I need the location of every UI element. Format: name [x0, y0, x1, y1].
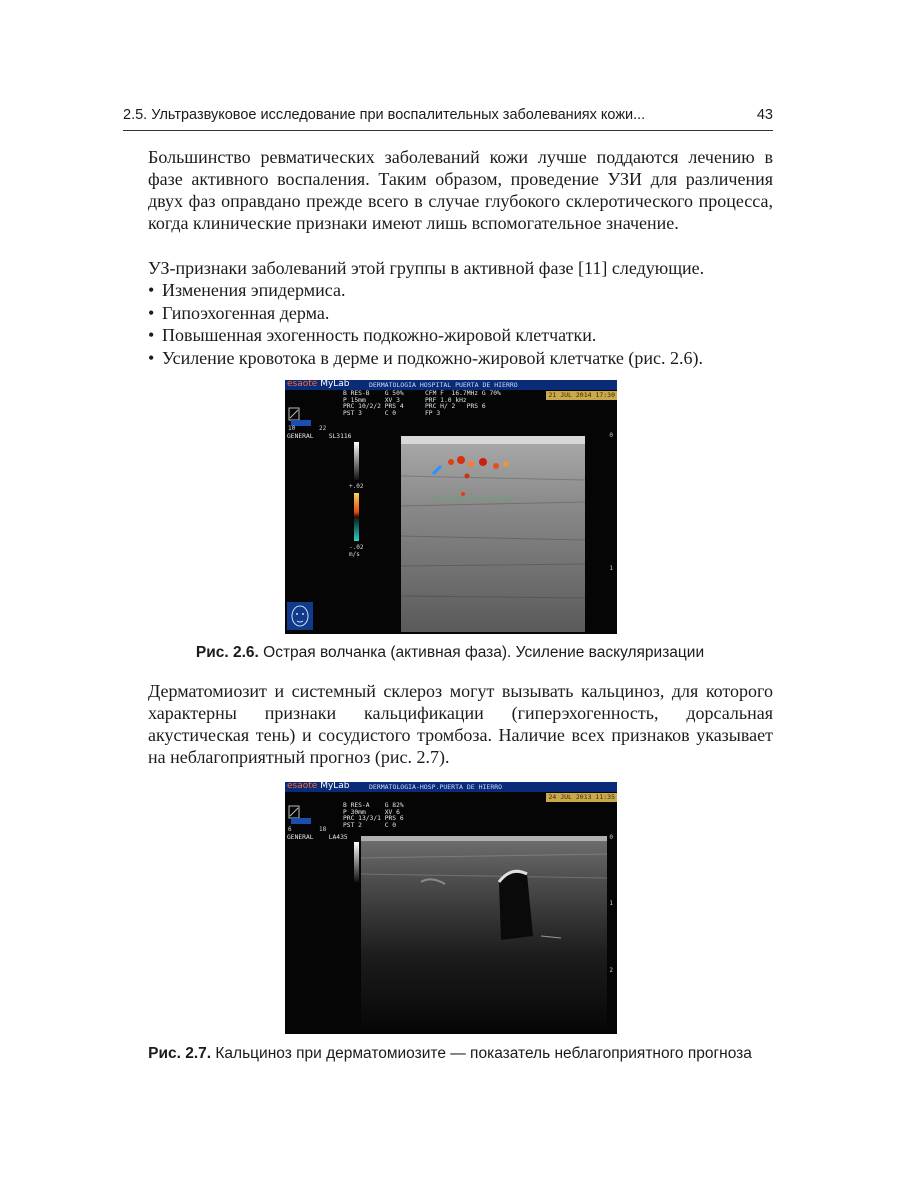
symptom-list	[148, 279, 773, 369]
scan-date: 24 JUL 2013 11:35	[548, 793, 615, 801]
preset-mode: GENERAL LA435	[287, 834, 348, 841]
figure-2-7-caption	[0, 1045, 900, 1063]
paragraph-3: Дерматомиозит и системный склероз могут вызывать кальциноз, для которого характерны признаки кальцификации (гиперэхогенность, дорсальная акустическая тень) и сосудистого тромбоза. Наличие всех признаков указывает на неблагоприятный прогноз (рис. 2.7).	[148, 681, 773, 767]
scanner-header-bar	[285, 380, 617, 390]
ultrasound-figure-2-7	[285, 782, 617, 1034]
list-item: • Повышенная эхогенность подкожно-жировой клетчатки.	[148, 324, 773, 347]
depth-marker-mid: 1	[609, 900, 613, 907]
grayscale-bar	[354, 442, 359, 480]
velocity-bottom-label: -.02 m/s	[349, 544, 364, 558]
list-item: • Гипоэхогенная дерма.	[148, 302, 773, 325]
preset-mode: GENERAL SL3116	[287, 433, 352, 440]
chapter-title: 2.5. Ультразвуковое исследование при воспалительных заболеваниях кожи...	[123, 107, 646, 123]
figure-label: Рис. 2.7.	[148, 1045, 212, 1062]
scan-date: 21 JUL 2014 17:30	[548, 391, 615, 399]
velocity-top-label: +.02	[349, 483, 364, 490]
velocity-color-bar	[354, 493, 359, 541]
body-marker-face-icon	[287, 602, 313, 630]
scan-params: B RES-A G 82% P 30mm XV 6 PRC 13/3/1 PRS 6 PST 2 C 0	[343, 802, 404, 829]
paragraph-1: Большинство ревматических заболеваний кожи лучше поддаются лечению в фазе активного воспаления. Таким образом, проведение УЗИ для различения двух фаз оправдано прежде всего в случае глубокого склеротического процесса, когда клинические признаки имеют лишь вспомогательное значение.	[148, 147, 773, 233]
scale-max: 22	[319, 425, 327, 432]
depth-marker-bottom: 2	[609, 967, 613, 974]
hospital-label: DERMATOLOGIA HOSPITAL PUERTA DE HIERRO	[369, 381, 518, 389]
caption-text: Кальциноз при дерматомиозите — показатель неблагоприятного прогноза	[211, 1045, 752, 1062]
figure-2-6-caption	[0, 644, 900, 662]
scanner-logo: esaote MyLab	[287, 380, 350, 389]
caption-text: Острая волчанка (активная фаза). Усиление васкуляризации	[258, 644, 705, 661]
depth-marker-bottom: 1	[609, 565, 613, 572]
ultrasound-scan-image	[401, 436, 585, 632]
paragraph-2: УЗ-признаки заболеваний этой группы в активной фазе [11] следующие.	[148, 258, 705, 278]
scan-params-left: B RES-B G 50% P 15mm XV 3 PRC 10/2/2 PRS 4 PST 3 C 0	[343, 390, 404, 417]
depth-marker-top: 0	[609, 432, 613, 439]
probe-icon	[287, 804, 311, 826]
scanner-header-bar	[285, 782, 617, 792]
ultrasound-figure-2-6	[285, 380, 617, 634]
running-head	[123, 104, 773, 131]
hospital-label: DERMATOLOGIA-HOSP.PUERTA DE HIERRO	[369, 783, 503, 791]
ultrasound-scan-image	[361, 836, 607, 1032]
grayscale-bar	[354, 842, 359, 882]
figure-label: Рис. 2.6.	[195, 644, 259, 661]
list-item: • Изменения эпидермиса.	[148, 279, 773, 302]
scale-min: 6	[288, 826, 292, 833]
scan-params-right: CFM F 16.7MHz G 70% PRF 1.0 kHz PRC H/ 2 PRS 6 FP 3	[425, 390, 501, 417]
scale-min: 10	[288, 425, 296, 432]
depth-marker-top: 0	[609, 834, 613, 841]
scale-max: 18	[319, 826, 327, 833]
list-item: • Усиление кровотока в дерме и подкожно-жировой клетчатке (рис. 2.6).	[148, 347, 773, 370]
scanner-logo: esaote MyLab	[287, 782, 350, 791]
page-number: 43	[756, 107, 773, 123]
